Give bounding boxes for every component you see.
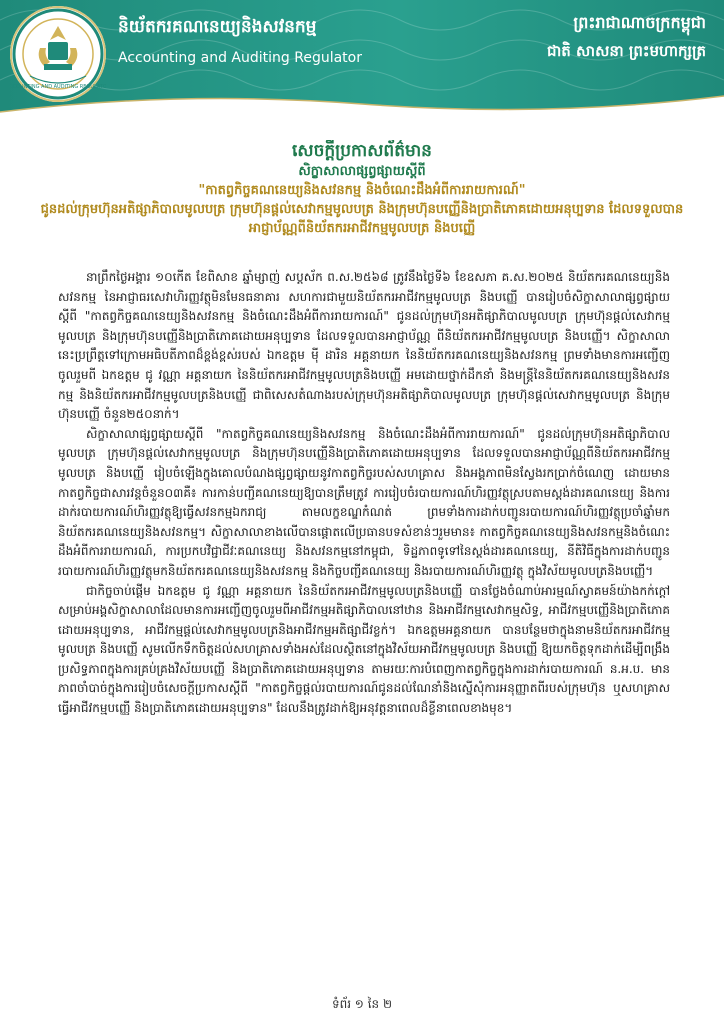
- title-press-release: សេចក្តីប្រកាសព័ត៌មាន: [292, 141, 432, 161]
- kingdom-heading: ព្រះរាជាណាចក្រកម្ពុជា: [573, 13, 706, 32]
- regulator-logo: [10, 6, 106, 102]
- org-name-english: Accounting and Auditing Regulator: [118, 50, 362, 66]
- title-workshop: សិក្ខាសាលាផ្សព្វផ្សាយស្តីពី: [298, 164, 426, 179]
- page-number: ទំព័រ ១ នៃ ២: [331, 997, 393, 1011]
- body-paragraph-1: នាព្រឹកថ្ងៃអង្គារ ១០កើត ខែពិសាខ ឆ្នាំម្សាញ់ សប្តស័ក ព.ស.២៥៦៨ ត្រូវនឹងថ្ងៃទី៦ ខែឧសភា គ.ស.២០២៥ និយ័តករគណនេយ្យនិងសវនកម្ម នៃអាជ្ញាធរសេវាហិរញ្ញវត្ថុមិនមែនធនាគារ សហការជាមួយនិយ័តករអាជីវកម្មមូលបត្រ និងបញ្ញើ បានរៀបចំសិក្ខាសាលាផ្សព្វផ្សាយស្តីពី "កាតព្វកិច្ចគណនេយ្យនិងសវនកម្ម និងចំណេះដឹងអំពីការរាយការណ៍" ជូនដល់ក្រុមហ៊ុនអតិផ្សាភិបាលមូលបត្រ ក្រុមហ៊ុនផ្តល់សេវាកម្មមូលបត្រ និងក្រុមហ៊ុនបញ្ញើនិងប្រាតិភោគដោយអនុប្បទាន ដែលទទួលបានអាជ្ញាប័ណ្ណ ពីនិយ័តករអាជីវកម្មមូលបត្រ និងបញ្ញើ។ សិក្ខាសាលានេះប្រព្រឹត្តទៅក្រោមអធិបតីភាពដ៏ខ្ពង់ខ្ពស់របស់ ឯកឧត្តម ម៉ី ដារិន អគ្គនាយក នៃនិយ័តករគណនេយ្យនិងសវនកម្ម ព្រមទាំងមានការអញ្ជើញចូលរួមពី ឯកឧត្តម ជូ វណ្ណា អគ្គនាយក នៃនិយ័តករអាជីវកម្មមូលបត្រនិងបញ្ញើ អមដោយថ្នាក់ដឹកនាំ និងមន្ត្រីនៃនិយ័តករគណនេយ្យនិងសវនកម្ម និងនិយ័តករអាជីវកម្មមូលបត្រនិងបញ្ញើ ជាពិសេសតំណាងរបស់ក្រុមហ៊ុនអតិផ្សាភិបាលមូលបត្រ ក្រុមហ៊ុនផ្តល់សេវាកម្មមូលបត្រ និងក្រុមហ៊ុនបញ្ញើ ចំនួន២៥០នាក់។: [58, 270, 670, 422]
- body-paragraph-2: សិក្ខាសាលាផ្សព្វផ្សាយស្តីពី "កាតព្វកិច្ចគណនេយ្យនិងសវនកម្ម និងចំណេះដឹងអំពីការរាយការណ៍" ជូនដល់ក្រុមហ៊ុនអតិផ្សាភិបាលមូលបត្រ ក្រុមហ៊ុនផ្តល់សេវាកម្មមូលបត្រ និងក្រុមហ៊ុនបញ្ញើនិងប្រាតិភោគដោយអនុប្បទាន ដែលទទួលបានអាជ្ញាប័ណ្ណពីនិយ័តករអាជីវកម្មមូលបត្រ និងបញ្ញើ រៀបចំឡើងក្នុងគោលបំណងផ្សព្វផ្សាយនូវកាតព្វកិច្ចរបស់សហគ្រាស និងអង្គភាពមិនស្វែងរកប្រាក់ចំណេញ ដោយមានកាតព្វកិច្ចជាសារវន្តចំនួន០៣គឺ៖ ការកាន់បញ្ជីគណនេយ្យឱ្យបានត្រឹមត្រូវ ការរៀបចំរបាយការណ៍ហិរញ្ញវត្ថុស្របតាមស្តង់ដារគណនេយ្យ និងការដាក់របាយការណ៍ហិរញ្ញវត្ថុឱ្យធ្វើសវនកម្មឯករាជ្យ តាមលក្ខខណ្ឌកំណត់ ព្រមទាំងការដាក់បញ្ជូនរបាយការណ៍ហិរញ្ញវត្ថុប្រចាំឆ្នាំមកនិយ័តករគណនេយ្យនិងសវនកម្ម។ សិក្ខាសាលាខាងលើបានផ្តោតលើប្រធានបទសំខាន់ៗរួមមាន៖ កាតព្វកិច្ចគណនេយ្យនិងសវនកម្មនិងចំណេះដឹងអំពីការរាយការណ៍, ការប្រកបវិជ្ជាជីវៈគណនេយ្យ និងសវនកម្មនៅកម្ពុជា, ទិដ្ឋភាពទូទៅនៃស្តង់ដារគណនេយ្យ, នីតិវិធីក្នុងការដាក់បញ្ជូនរបាយការណ៍ហិរញ្ញវត្ថុមកនិយ័តករគណនេយ្យនិងសវនកម្ម និងកិច្ចបញ្ជីគណនេយ្យ និងរបាយការណ៍ហិរញ្ញវត្ថុ ក្នុងវិស័យមូលបត្រនិងបញ្ញើ។: [58, 426, 670, 578]
- national-motto: ជាតិ សាសនា ព្រះមហាក្សត្រ: [547, 42, 706, 60]
- letterhead-wave: [0, 86, 724, 128]
- press-release-body: [58, 268, 670, 973]
- press-release-title: [40, 140, 684, 238]
- org-name-khmer: និយ័តករគណនេយ្យនិងសវនកម្ម: [118, 17, 317, 37]
- body-paragraph-3: ជាកិច្ចចាប់ផ្តើម ឯកឧត្តម ជូ វណ្ណា អគ្គនាយក នៃនិយ័តករអាជីវកម្មមូលបត្រនិងបញ្ញើ បានថ្លែងចំណាប់អារម្មណ៍ស្វាគមន៍យ៉ាងកក់ក្តៅសម្រាប់អង្គសិក្ខាសាលាដែលមានការអញ្ជើញចូលរួមពីអាជីវកម្មអតិផ្សាភិបាលនៅឋាន និងអាជីវកម្មសេវាកម្មសិទ្ធ, អាជីវកម្មបញ្ញើនិងប្រាតិភោគដោយអនុប្បទាន, អាជីវកម្មផ្តល់សេវាកម្មមូលបត្រនិងអាជីវកម្មអតិផ្សាជីវខ្លក់។ ឯកឧត្តមអគ្គនាយក បានបន្ថែមថាក្នុងនាមនិយ័តករអាជីវកម្មមូលបត្រ និងបញ្ញើ សូមលើកទឹកចិត្តដល់សហគ្រាសទាំងអស់ដែលស្ថិតនៅក្នុងវិស័យអាជីវកម្មមូលបត្រ និងបញ្ញើ ឱ្យយកចិត្តទុកដាក់ដើម្បីពង្រឹងប្រសិទ្ធភាពក្នុងការគ្រប់គ្រងវិស័យបញ្ញើ និងប្រាតិភោគដោយអនុប្បទាន តាមរយៈការបំពេញកាតព្វកិច្ចក្នុងការដាក់របាយការណ៍ ន.អ.ប. មានភាពចាំបាច់ក្នុងការរៀបចំសេចក្តីប្រកាសស្តីពី "កាតព្វកិច្ចផ្តល់របាយការណ៍ជូនដល់ណែនាំនិងស្នើសុំការអនុញ្ញាតពីរបស់ក្រុមហ៊ុន ឬសហគ្រាសធ្វើអាជីវកម្មបញ្ញើ និងប្រាតិភោគដោយអនុប្បទាន" ដែលនឹងត្រូវដាក់ឱ្យអនុវត្តនាពេលដ៏ខ្លីនាពេលខាងមុខ។: [58, 583, 670, 716]
- title-topic: "កាតព្វកិច្ចគណនេយ្យនិងសវនកម្ម និងចំណេះដឹងអំពីការរាយការណ៍": [198, 183, 526, 198]
- title-audience: ជូនដល់ក្រុមហ៊ុនអតិផ្សាភិបាលមូលបត្រ ក្រុមហ៊ុនផ្តល់សេវាកម្មមូលបត្រ និងក្រុមហ៊ុនបញ្ញើនិងប្រាតិភោគដោយអនុប្បទាន ដែលទទួលបានអាជ្ញាប័ណ្ណពីនិយ័តករអាជីវកម្មមូលបត្រ និងបញ្ញើ: [40, 202, 684, 236]
- logo-lettering: ACCOUNTING AND AUDITING REGULATOR: [10, 84, 106, 90]
- letterhead: [0, 0, 724, 128]
